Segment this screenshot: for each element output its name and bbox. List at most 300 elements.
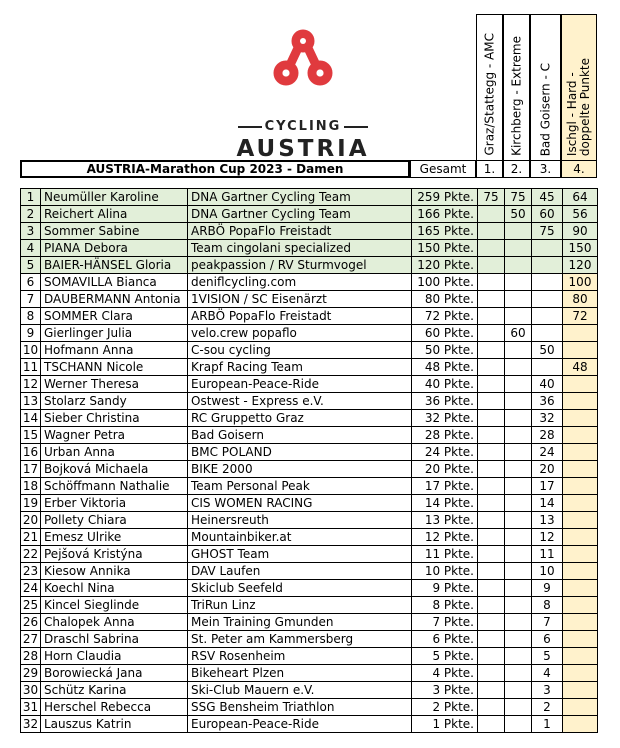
race-2-points-cell <box>505 461 532 478</box>
table-row <box>21 274 598 291</box>
race-1-points-cell <box>478 291 505 308</box>
race-1-points-cell <box>478 393 505 410</box>
total-points-cell: 11 Pkte. <box>412 546 478 563</box>
table-row <box>21 716 598 733</box>
race-3-points-cell: 13 <box>532 512 563 529</box>
race-3-points-cell: 24 <box>532 444 563 461</box>
total-points-cell: 2 Pkte. <box>412 699 478 716</box>
race-3-points-cell: 3 <box>532 682 563 699</box>
rank-cell: 31 <box>21 699 41 716</box>
race-3-points-cell: 75 <box>532 223 563 240</box>
cycling-austria-logo <box>228 28 378 162</box>
team-cell: St. Peter am Kammersberg <box>188 631 412 648</box>
race-1-points-cell <box>478 563 505 580</box>
team-cell: deniflcycling.com <box>188 274 412 291</box>
race-2-points-cell <box>505 427 532 444</box>
table-row <box>21 665 598 682</box>
race-2-points-cell <box>505 648 532 665</box>
race-4-points-cell <box>563 393 598 410</box>
race-3-points-cell: 8 <box>532 597 563 614</box>
rider-name-cell: Wagner Petra <box>41 427 188 444</box>
table-row <box>21 393 598 410</box>
rank-cell: 14 <box>21 410 41 427</box>
race-4-points-cell <box>563 614 598 631</box>
race-4-points-cell <box>563 699 598 716</box>
rank-cell: 19 <box>21 495 41 512</box>
rank-cell: 30 <box>21 682 41 699</box>
race-1-points-cell <box>478 410 505 427</box>
table-row <box>21 427 598 444</box>
race-1-points-cell <box>478 308 505 325</box>
race-3-points-cell: 45 <box>532 189 563 206</box>
race-number-1: 1. <box>476 160 503 178</box>
race-1-points-cell <box>478 546 505 563</box>
race-2-points-cell <box>505 716 532 733</box>
logo-cycling-text: CYCLING <box>228 119 378 134</box>
race-1-points-cell <box>478 631 505 648</box>
race-2-points-cell <box>505 223 532 240</box>
chain-link-icon <box>272 28 334 90</box>
race-1-points-cell <box>478 257 505 274</box>
table-row <box>21 546 598 563</box>
race-2-points-cell <box>505 597 532 614</box>
table-row <box>21 495 598 512</box>
total-points-cell: 72 Pkte. <box>412 308 478 325</box>
race-4-points-cell <box>563 546 598 563</box>
rank-cell: 17 <box>21 461 41 478</box>
race-1-points-cell <box>478 342 505 359</box>
rider-name-cell: Bojková Michaela <box>41 461 188 478</box>
rider-name-cell: Horn Claudia <box>41 648 188 665</box>
rider-name-cell: Neumüller Karoline <box>41 189 188 206</box>
rank-cell: 8 <box>21 308 41 325</box>
table-row <box>21 478 598 495</box>
rider-name-cell: BAIER-HÄNSEL Gloria <box>41 257 188 274</box>
table-row <box>21 699 598 716</box>
rank-cell: 7 <box>21 291 41 308</box>
rank-cell: 11 <box>21 359 41 376</box>
race-2-points-cell <box>505 631 532 648</box>
race-header-1: Graz/Stattegg - AMC <box>476 14 503 160</box>
rider-name-cell: Stolarz Sandy <box>41 393 188 410</box>
team-cell: DNA Gartner Cycling Team <box>188 189 412 206</box>
total-points-cell: 165 Pkte. <box>412 223 478 240</box>
race-2-points-cell <box>505 478 532 495</box>
total-points-cell: 20 Pkte. <box>412 461 478 478</box>
team-cell: ARBÖ PopaFlo Freistadt <box>188 308 412 325</box>
team-cell: velo.crew popaflo <box>188 325 412 342</box>
table-row <box>21 240 598 257</box>
race-4-points-cell <box>563 529 598 546</box>
race-2-points-cell <box>505 495 532 512</box>
rider-name-cell: Chalopek Anna <box>41 614 188 631</box>
race-number-2: 2. <box>503 160 530 178</box>
total-points-cell: 17 Pkte. <box>412 478 478 495</box>
race-2-points-cell <box>505 580 532 597</box>
race-2-points-cell <box>505 563 532 580</box>
rank-cell: 25 <box>21 597 41 614</box>
race-1-points-cell <box>478 325 505 342</box>
table-row <box>21 461 598 478</box>
team-cell: Skiclub Seefeld <box>188 580 412 597</box>
team-cell: Heinersreuth <box>188 512 412 529</box>
race-4-points-cell <box>563 716 598 733</box>
title-row <box>20 160 597 178</box>
race-2-points-cell: 75 <box>505 189 532 206</box>
race-3-points-cell: 6 <box>532 631 563 648</box>
total-points-cell: 5 Pkte. <box>412 648 478 665</box>
race-1-points-cell <box>478 495 505 512</box>
team-cell: Mein Training Gmunden <box>188 614 412 631</box>
rider-name-cell: Gierlinger Julia <box>41 325 188 342</box>
race-4-points-cell: 72 <box>563 308 598 325</box>
race-1-points-cell <box>478 444 505 461</box>
rank-cell: 24 <box>21 580 41 597</box>
table-row <box>21 597 598 614</box>
rank-cell: 3 <box>21 223 41 240</box>
total-points-cell: 13 Pkte. <box>412 512 478 529</box>
race-3-points-cell <box>532 257 563 274</box>
race-3-points-cell: 7 <box>532 614 563 631</box>
team-cell: RC Gruppetto Graz <box>188 410 412 427</box>
rank-cell: 28 <box>21 648 41 665</box>
team-cell: Bikeheart Plzen <box>188 665 412 682</box>
race-3-points-cell: 1 <box>532 716 563 733</box>
total-points-cell: 10 Pkte. <box>412 563 478 580</box>
race-4-points-cell: 80 <box>563 291 598 308</box>
race-1-points-cell <box>478 580 505 597</box>
team-cell: Ski-Club Mauern e.V. <box>188 682 412 699</box>
rider-name-cell: Hofmann Anna <box>41 342 188 359</box>
race-3-points-cell <box>532 291 563 308</box>
team-cell: BMC POLAND <box>188 444 412 461</box>
rank-cell: 9 <box>21 325 41 342</box>
race-4-points-cell <box>563 325 598 342</box>
rider-name-cell: Pejšová Kristýna <box>41 546 188 563</box>
race-1-points-cell <box>478 223 505 240</box>
race-3-points-cell: 10 <box>532 563 563 580</box>
race-4-points-cell <box>563 495 598 512</box>
race-2-points-cell <box>505 240 532 257</box>
table-row <box>21 206 598 223</box>
race-1-points-cell <box>478 682 505 699</box>
race-3-points-cell: 36 <box>532 393 563 410</box>
rank-cell: 6 <box>21 274 41 291</box>
race-1-points-cell <box>478 648 505 665</box>
rider-name-cell: Pollety Chiara <box>41 512 188 529</box>
table-row <box>21 682 598 699</box>
rank-cell: 1 <box>21 189 41 206</box>
rank-cell: 23 <box>21 563 41 580</box>
race-3-points-cell <box>532 359 563 376</box>
rider-name-cell: Draschl Sabrina <box>41 631 188 648</box>
team-cell: BIKE 2000 <box>188 461 412 478</box>
team-cell: TriRun Linz <box>188 597 412 614</box>
table-row <box>21 325 598 342</box>
table-row <box>21 359 598 376</box>
race-3-points-cell: 4 <box>532 665 563 682</box>
table-row <box>21 376 598 393</box>
race-3-points-cell: 28 <box>532 427 563 444</box>
race-3-points-cell: 12 <box>532 529 563 546</box>
total-points-cell: 48 Pkte. <box>412 359 478 376</box>
race-4-points-cell <box>563 665 598 682</box>
race-4-points-cell: 100 <box>563 274 598 291</box>
race-4-points-cell <box>563 444 598 461</box>
rank-cell: 20 <box>21 512 41 529</box>
total-points-cell: 14 Pkte. <box>412 495 478 512</box>
rider-name-cell: DAUBERMANN Antonia <box>41 291 188 308</box>
race-4-points-cell <box>563 410 598 427</box>
table-row <box>21 614 598 631</box>
rank-cell: 27 <box>21 631 41 648</box>
rank-cell: 2 <box>21 206 41 223</box>
team-cell: ARBÖ PopaFlo Freistadt <box>188 223 412 240</box>
race-2-points-cell <box>505 376 532 393</box>
total-points-cell: 4 Pkte. <box>412 665 478 682</box>
team-cell: Krapf Racing Team <box>188 359 412 376</box>
team-cell: GHOST Team <box>188 546 412 563</box>
race-2-points-cell: 50 <box>505 206 532 223</box>
rider-name-cell: SOMAVILLA Bianca <box>41 274 188 291</box>
race-4-points-cell <box>563 461 598 478</box>
race-4-points-cell <box>563 563 598 580</box>
team-cell: peakpassion / RV Sturmvogel <box>188 257 412 274</box>
team-cell: Team cingolani specialized <box>188 240 412 257</box>
race-3-points-cell: 40 <box>532 376 563 393</box>
race-4-points-cell <box>563 427 598 444</box>
total-points-cell: 12 Pkte. <box>412 529 478 546</box>
race-header-3: Bad Goisern - C <box>530 14 561 160</box>
race-3-points-cell: 9 <box>532 580 563 597</box>
race-2-points-cell <box>505 410 532 427</box>
race-2-points-cell <box>505 257 532 274</box>
race-4-points-cell: 90 <box>563 223 598 240</box>
logo-austria-text: AUSTRIA <box>236 136 370 162</box>
race-3-points-cell <box>532 308 563 325</box>
race-3-points-cell: 20 <box>532 461 563 478</box>
total-points-cell: 28 Pkte. <box>412 427 478 444</box>
team-cell: 1VISION / SC Eisenärzt <box>188 291 412 308</box>
team-cell: European-Peace-Ride <box>188 716 412 733</box>
race-1-points-cell <box>478 461 505 478</box>
race-1-points-cell <box>478 359 505 376</box>
race-1-points-cell <box>478 274 505 291</box>
rider-name-cell: Koechl Nina <box>41 580 188 597</box>
total-points-cell: 50 Pkte. <box>412 342 478 359</box>
race-2-points-cell <box>505 274 532 291</box>
race-2-points-cell <box>505 665 532 682</box>
race-4-points-cell: 64 <box>563 189 598 206</box>
team-cell: Bad Goisern <box>188 427 412 444</box>
race-4-points-cell <box>563 648 598 665</box>
total-points-cell: 60 Pkte. <box>412 325 478 342</box>
page-title: AUSTRIA-Marathon Cup 2023 - Damen <box>20 160 410 178</box>
race-3-points-cell <box>532 325 563 342</box>
rider-name-cell: PIANA Debora <box>41 240 188 257</box>
race-1-points-cell <box>478 478 505 495</box>
race-1-points-cell <box>478 206 505 223</box>
race-4-points-cell: 48 <box>563 359 598 376</box>
team-cell: SSG Bensheim Triathlon <box>188 699 412 716</box>
race-2-points-cell <box>505 444 532 461</box>
race-3-points-cell: 32 <box>532 410 563 427</box>
rank-cell: 32 <box>21 716 41 733</box>
table-row <box>21 308 598 325</box>
table-row <box>21 223 598 240</box>
table-row <box>21 342 598 359</box>
table-row <box>21 291 598 308</box>
team-cell: Ostwest - Express e.V. <box>188 393 412 410</box>
race-3-points-cell: 5 <box>532 648 563 665</box>
race-4-points-cell <box>563 376 598 393</box>
race-2-points-cell <box>505 393 532 410</box>
race-2-points-cell <box>505 699 532 716</box>
race-4-points-cell <box>563 342 598 359</box>
race-4-points-cell: 150 <box>563 240 598 257</box>
table-row <box>21 631 598 648</box>
rider-name-cell: Erber Viktoria <box>41 495 188 512</box>
rider-name-cell: SOMMER Clara <box>41 308 188 325</box>
race-2-points-cell <box>505 682 532 699</box>
race-number-4: 4. <box>561 160 597 178</box>
race-header-4: Ischgl - Hard - doppelte Punkte <box>561 14 597 160</box>
race-1-points-cell <box>478 529 505 546</box>
rider-name-cell: Sieber Christina <box>41 410 188 427</box>
rider-name-cell: Borowiecká Jana <box>41 665 188 682</box>
rider-name-cell: Schöffmann Nathalie <box>41 478 188 495</box>
race-header-2: Kirchberg - Extreme <box>503 14 530 160</box>
rider-name-cell: Emesz Ulrike <box>41 529 188 546</box>
rider-name-cell: Lauszus Katrin <box>41 716 188 733</box>
race-4-points-cell <box>563 631 598 648</box>
race-2-points-cell <box>505 546 532 563</box>
team-cell: CIS WOMEN RACING <box>188 495 412 512</box>
table-row <box>21 512 598 529</box>
table-row <box>21 444 598 461</box>
table-row <box>21 189 598 206</box>
total-points-cell: 24 Pkte. <box>412 444 478 461</box>
rank-cell: 15 <box>21 427 41 444</box>
race-2-points-cell <box>505 359 532 376</box>
race-1-points-cell <box>478 427 505 444</box>
total-points-cell: 32 Pkte. <box>412 410 478 427</box>
race-1-points-cell: 75 <box>478 189 505 206</box>
race-2-points-cell <box>505 512 532 529</box>
race-4-points-cell: 120 <box>563 257 598 274</box>
rider-name-cell: Reichert Alina <box>41 206 188 223</box>
rank-cell: 12 <box>21 376 41 393</box>
total-points-cell: 40 Pkte. <box>412 376 478 393</box>
table-row <box>21 410 598 427</box>
rank-cell: 4 <box>21 240 41 257</box>
table-row <box>21 529 598 546</box>
rank-cell: 5 <box>21 257 41 274</box>
race-3-points-cell: 17 <box>532 478 563 495</box>
race-1-points-cell <box>478 716 505 733</box>
race-1-points-cell <box>478 597 505 614</box>
race-2-points-cell <box>505 614 532 631</box>
table-row <box>21 257 598 274</box>
rank-cell: 18 <box>21 478 41 495</box>
race-4-points-cell <box>563 597 598 614</box>
rank-cell: 29 <box>21 665 41 682</box>
rider-name-cell: TSCHANN Nicole <box>41 359 188 376</box>
race-3-points-cell <box>532 240 563 257</box>
total-points-cell: 166 Pkte. <box>412 206 478 223</box>
race-4-points-cell <box>563 478 598 495</box>
team-cell: DNA Gartner Cycling Team <box>188 206 412 223</box>
total-points-cell: 8 Pkte. <box>412 597 478 614</box>
total-header: Gesamt <box>410 160 476 178</box>
race-4-points-cell <box>563 512 598 529</box>
ranking-table <box>20 188 598 733</box>
race-2-points-cell <box>505 529 532 546</box>
rider-name-cell: Urban Anna <box>41 444 188 461</box>
race-4-points-cell <box>563 682 598 699</box>
total-points-cell: 1 Pkte. <box>412 716 478 733</box>
rank-cell: 13 <box>21 393 41 410</box>
race-2-points-cell <box>505 342 532 359</box>
team-cell: RSV Rosenheim <box>188 648 412 665</box>
race-3-points-cell <box>532 274 563 291</box>
table-row <box>21 648 598 665</box>
total-points-cell: 120 Pkte. <box>412 257 478 274</box>
race-2-points-cell <box>505 291 532 308</box>
total-points-cell: 36 Pkte. <box>412 393 478 410</box>
rider-name-cell: Kiesow Annika <box>41 563 188 580</box>
race-1-points-cell <box>478 699 505 716</box>
race-3-points-cell: 50 <box>532 342 563 359</box>
race-1-points-cell <box>478 614 505 631</box>
race-1-points-cell <box>478 240 505 257</box>
rider-name-cell: Herschel Rebecca <box>41 699 188 716</box>
race-3-points-cell: 2 <box>532 699 563 716</box>
rider-name-cell: Schütz Karina <box>41 682 188 699</box>
race-2-points-cell: 60 <box>505 325 532 342</box>
race-4-points-cell: 56 <box>563 206 598 223</box>
race-1-points-cell <box>478 376 505 393</box>
team-cell: Team Personal Peak <box>188 478 412 495</box>
rider-name-cell: Sommer Sabine <box>41 223 188 240</box>
race-4-points-cell <box>563 580 598 597</box>
table-row <box>21 580 598 597</box>
total-points-cell: 6 Pkte. <box>412 631 478 648</box>
total-points-cell: 7 Pkte. <box>412 614 478 631</box>
total-points-cell: 3 Pkte. <box>412 682 478 699</box>
rank-cell: 10 <box>21 342 41 359</box>
table-row <box>21 563 598 580</box>
team-cell: DAV Laufen <box>188 563 412 580</box>
team-cell: C-sou cycling <box>188 342 412 359</box>
race-1-points-cell <box>478 512 505 529</box>
total-points-cell: 80 Pkte. <box>412 291 478 308</box>
rank-cell: 21 <box>21 529 41 546</box>
race-3-points-cell: 60 <box>532 206 563 223</box>
rank-cell: 22 <box>21 546 41 563</box>
race-3-points-cell: 14 <box>532 495 563 512</box>
total-points-cell: 9 Pkte. <box>412 580 478 597</box>
race-3-points-cell: 11 <box>532 546 563 563</box>
team-cell: Mountainbiker.at <box>188 529 412 546</box>
race-2-points-cell <box>505 308 532 325</box>
race-1-points-cell <box>478 665 505 682</box>
rider-name-cell: Kincel Sieglinde <box>41 597 188 614</box>
rank-cell: 26 <box>21 614 41 631</box>
total-points-cell: 100 Pkte. <box>412 274 478 291</box>
race-number-3: 3. <box>530 160 561 178</box>
team-cell: European-Peace-Ride <box>188 376 412 393</box>
